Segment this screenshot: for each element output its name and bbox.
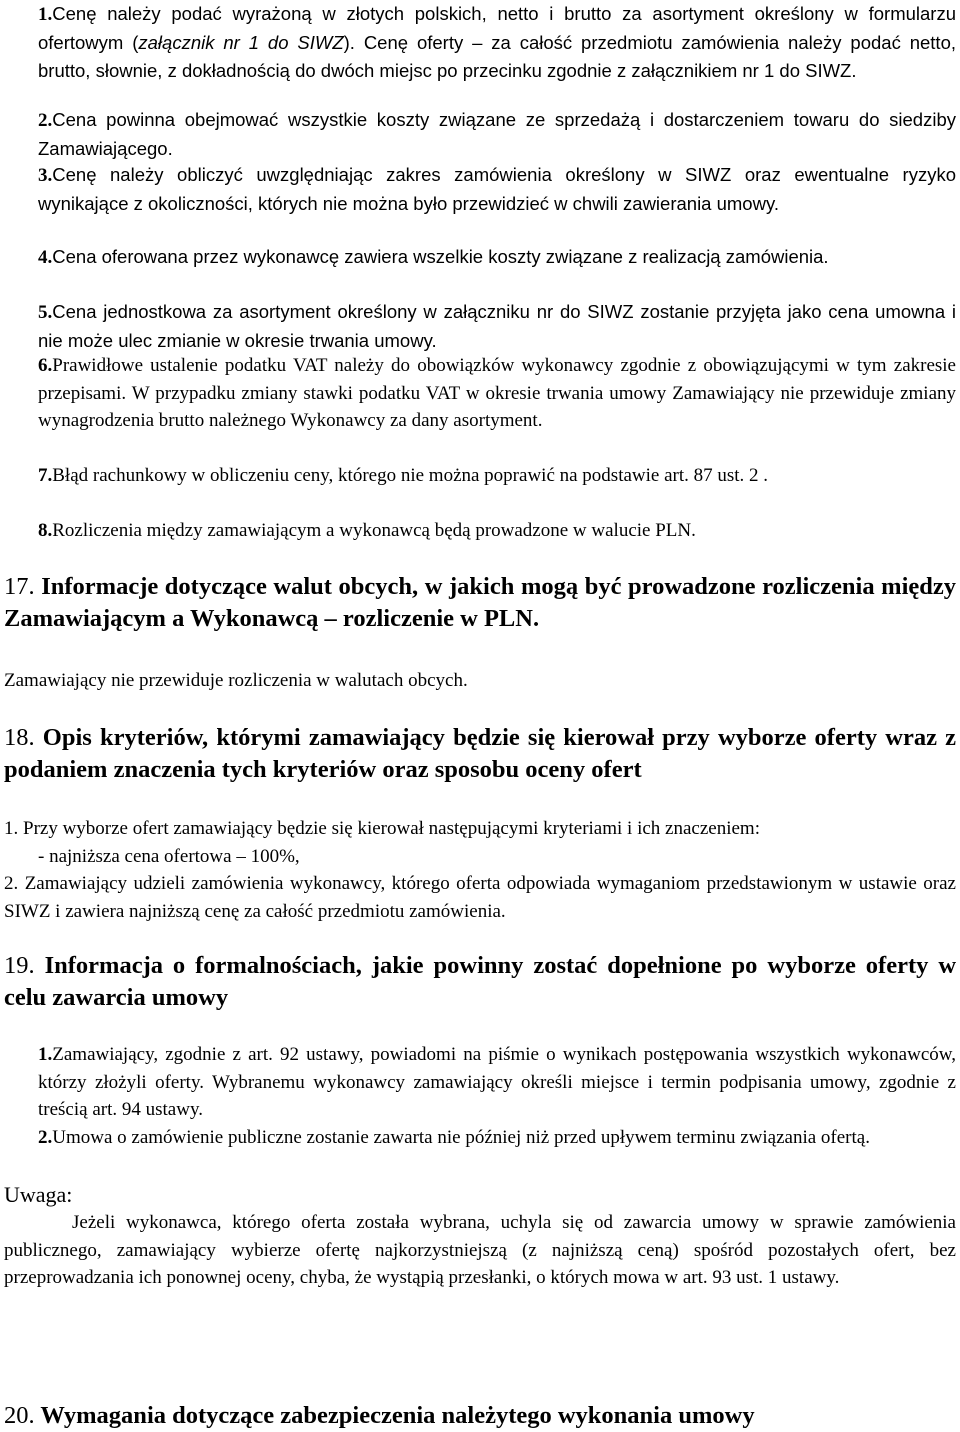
paragraph-6 xyxy=(38,352,956,435)
body-text: 2. Zamawiający udzieli zamówienia wykonawcy, którego oferta odpowiada wymaganiom przedstawionym w ustawie oraz SIWZ i zawiera najniższą cenę za całość przedmiotu zamówienia. xyxy=(4,873,956,922)
paragraph-2 xyxy=(38,106,956,163)
item-number: 2. xyxy=(38,1127,53,1148)
body-text: Zamawiający nie przewiduje rozliczenia w walutach obcych. xyxy=(4,670,468,691)
item-text: Cena powinna obejmować wszystkie koszty związane ze sprzedażą i dostarczeniem towaru do siedziby Zamawiającego. xyxy=(38,109,956,159)
paragraph-5 xyxy=(38,298,956,355)
item-number: 5. xyxy=(38,302,53,323)
item-text: 92 ustawy, powiadomi na piśmie o wynikach postępowania wszystkich wykonawców, którzy złożyli oferty. Wybranemu wykonawcy zamawiający określi miejsce i termin podpisania umowy, zgodnie z treścią art. 94 ustawy. xyxy=(38,1044,956,1120)
item-number: 7. xyxy=(38,465,53,486)
item-text: Cenę należy obliczyć uwzględniając zakres zamówienia określony w SIWZ oraz ewentualne ryzyko wynikające z okoliczności, których nie można było przewidzieć w chwili zawierania umowy. xyxy=(38,164,956,214)
section-title: Opis kryteriów, którymi zamawiający będzie się kierował przy wyborze oferty wraz z podaniem znaczenia tych kryteriów oraz sposobu oceny ofert xyxy=(4,724,957,783)
item-text: Cena jednostkowa za asortyment określony w załączniku nr do SIWZ zostanie przyjęta jako cena umowna i nie może ulec zmianie w okresie trwania umowy. xyxy=(38,301,956,351)
item-text: Rozliczenia między zamawiającym a wykonawcą będą prowadzone w walucie PLN. xyxy=(52,520,696,541)
item-text-italic: załącznik nr 1 do SIWZ xyxy=(138,31,344,53)
formalities-item-1 xyxy=(38,1041,956,1124)
item-text: Prawidłowe ustalenie podatku VAT należy do obowiązków wykonawcy zgodnie z obowiązującymi w tym zakresie przepisami. xyxy=(38,355,956,404)
section-title: Wymagania dotyczące zabezpieczenia należytego wykonania umowy xyxy=(40,1402,755,1429)
item-text: Cena oferowana przez wykonawcę zawiera wszelkie koszty związane z realizacją zamówienia. xyxy=(52,246,829,267)
paragraph-3 xyxy=(38,161,956,218)
item-text: Błąd rachunkowy w obliczeniu ceny, którego nie można poprawić na podstawie art. 87 ust. 2 . xyxy=(52,465,769,486)
section-number: 20. xyxy=(4,1402,35,1429)
note-label: Uwaga: xyxy=(4,1182,73,1207)
section-19-heading xyxy=(4,950,956,1014)
item-number: 6. xyxy=(38,355,53,376)
item-text: W przypadku zmiany stawki podatku VAT w okresie trwania umowy Zamawiający nie przewiduje zmiany wynagrodzenia brutto należnego Wykonawcy za dany asortyment. xyxy=(38,382,956,431)
note-paragraph xyxy=(4,1209,956,1292)
criteria-item-2 xyxy=(4,870,956,925)
body-text: Jeżeli wykonawca, którego oferta została wybrana, uchyla się od zawarcia umowy w sprawie zamówienia publicznego, zamawiający wybierze ofertę najkorzystniejszą (z najniższą ceną) spośród pozostałych ofert, bez przeprowadzania ich ponownej oceny, chyba, że wystąpią przesłanki, o których mowa w art. 93 ust. 1 ustawy. xyxy=(4,1212,956,1288)
item-number: 1. xyxy=(38,4,53,25)
section-18-heading xyxy=(4,722,956,786)
item-number: 1. xyxy=(38,1044,53,1065)
paragraph-7 xyxy=(38,462,956,490)
formalities-item-2 xyxy=(38,1124,956,1152)
criteria-item-1-detail xyxy=(38,843,956,871)
paragraph-8 xyxy=(38,517,956,545)
section-20-heading xyxy=(4,1400,956,1432)
item-number: 2. xyxy=(38,110,53,131)
paragraph-4 xyxy=(38,243,956,272)
item-number: 8. xyxy=(38,520,53,541)
item-text: Zamawiający, zgodnie z art. xyxy=(52,1044,273,1065)
body-text: 1. Przy wyborze ofert zamawiający będzie się kierował następującymi kryteriami i ich znaczeniem: xyxy=(4,818,760,839)
criteria-item-1 xyxy=(4,815,956,843)
item-number: 4. xyxy=(38,247,53,268)
section-17-body xyxy=(4,667,956,695)
item-text: Umowa o zamówienie publiczne zostanie zawarta nie później niż przed upływem terminu związania ofertą. xyxy=(52,1127,870,1148)
item-text: Cenę należy podać wyrażoną w złotych polskich, netto i brutto za asortyment określony w formularzu ofertowym ( xyxy=(38,3,956,53)
item-number: 3. xyxy=(38,165,53,186)
body-text: - najniższa cena ofertowa – 100%, xyxy=(38,846,300,867)
section-number: 18. xyxy=(4,724,35,751)
paragraph-1 xyxy=(38,0,956,86)
section-17-heading xyxy=(4,571,956,635)
section-number: 19. xyxy=(4,952,35,979)
section-number: 17. xyxy=(4,573,35,600)
section-title: Informacja o formalnościach, jakie powinny zostać dopełnione po wyborze oferty w celu zawarcia umowy xyxy=(4,952,957,1011)
section-title: Informacje dotyczące walut obcych, w jakich mogą być prowadzone rozliczenia między Zamawiającym a Wykonawcą – rozliczenie w PLN. xyxy=(4,573,957,632)
item-text: ). Cenę oferty – za całość przedmiotu zamówienia należy podać netto, brutto, słownie, z dokładnością do dwóch miejsc po przecinku zgodnie z załącznikiem nr 1 do SIWZ. xyxy=(38,31,957,81)
